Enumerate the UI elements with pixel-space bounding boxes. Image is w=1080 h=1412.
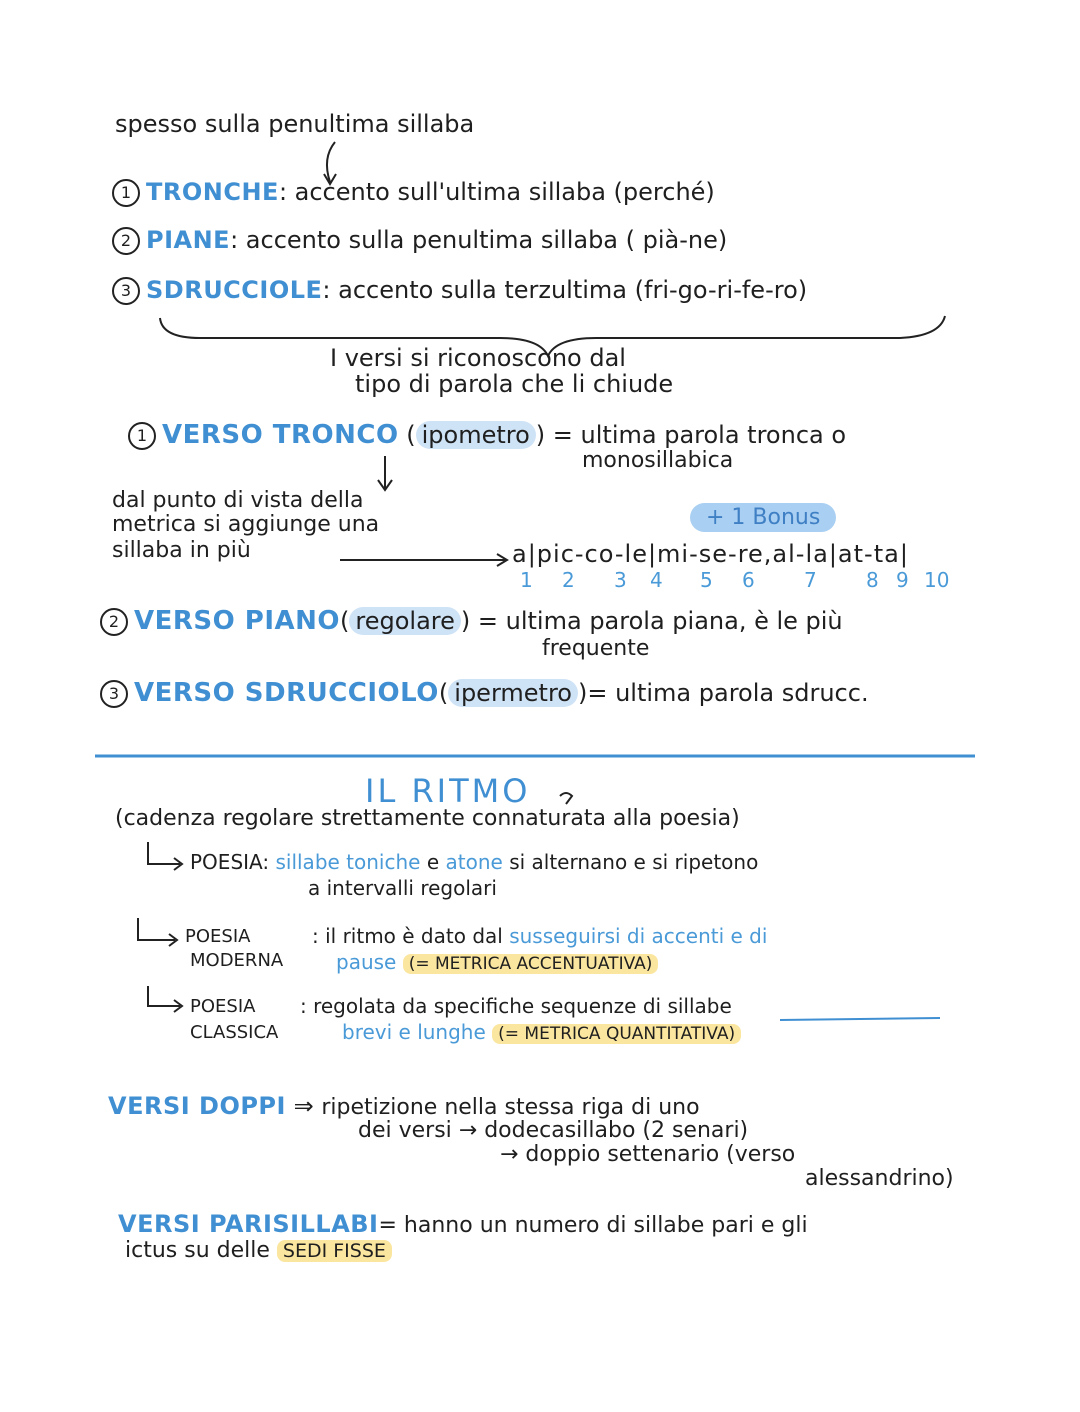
highlight-term: regolare bbox=[349, 607, 461, 635]
double-arrow: ⇒ bbox=[293, 1092, 314, 1120]
verso-piano bbox=[100, 606, 843, 636]
poesia-moderna-label1: POESIA bbox=[185, 926, 251, 947]
connector-text: e bbox=[426, 850, 440, 874]
sedi-fisse: SEDI FISSE bbox=[277, 1240, 392, 1262]
l-arrow-3 bbox=[148, 986, 180, 1006]
number-badge: 2 bbox=[112, 227, 140, 255]
tronco-note-line1: dal punto di vista della bbox=[112, 488, 364, 513]
verso-def: = ultima parola tronca o bbox=[552, 421, 847, 449]
number-badge: 2 bbox=[100, 608, 128, 636]
versi-doppi-text: ripetizione nella stessa riga di uno bbox=[321, 1095, 700, 1120]
tronco-note-line3: sillaba in più bbox=[112, 538, 251, 563]
type-text: : accento sulla terzultima (fri-go-ri-fe-ro) bbox=[322, 276, 808, 304]
type-text: : accento sull'ultima sillaba (perché) bbox=[278, 178, 715, 206]
verso-label: VERSO SDRUCCIOLO bbox=[134, 678, 439, 708]
type-sdrucciole bbox=[112, 276, 807, 305]
l-arrow-1 bbox=[148, 842, 180, 864]
paren: ) bbox=[535, 421, 546, 449]
poesia-text: si alternano e si ripetono bbox=[509, 850, 759, 874]
intro-line: spesso sulla penultima sillaba bbox=[115, 110, 475, 138]
paren: ) bbox=[460, 607, 471, 635]
tronco-note-line2: metrica si aggiunge una bbox=[112, 512, 380, 537]
ritmo-squiggle bbox=[560, 793, 572, 804]
type-label: SDRUCCIOLE bbox=[146, 276, 323, 304]
versi-parisillabi-text: = hanno un numero di sillabe pari e gli bbox=[378, 1213, 808, 1238]
versi-doppi-label: VERSI DOPPI bbox=[108, 1092, 286, 1120]
poesia-moderna-text: : il ritmo è dato dal susseguirsi di accenti e di bbox=[312, 924, 768, 948]
brace-note-line2: tipo di parola che li chiude bbox=[355, 370, 674, 398]
number-badge: 1 bbox=[128, 422, 156, 450]
poesia-moderna-label2: MODERNA bbox=[190, 950, 284, 971]
verso-tronco-def2: monosillabica bbox=[582, 448, 734, 473]
number-badge: 3 bbox=[112, 277, 140, 305]
verso-label: VERSO PIANO bbox=[134, 606, 340, 636]
poesia-classica-line2: brevi e lunghe (= METRICA QUANTITATIVA) bbox=[342, 1020, 741, 1044]
highlight-term: ipometro bbox=[416, 421, 536, 449]
blue-term: atone bbox=[445, 850, 503, 874]
type-label: PIANE bbox=[146, 226, 231, 254]
poesia-classica-text: : regolata da specifiche sequenze di sillabe bbox=[300, 994, 732, 1018]
verso-piano-def2: frequente bbox=[542, 636, 650, 661]
highlight-term: ipermetro bbox=[448, 679, 578, 707]
poesia-line2: a intervalli regolari bbox=[308, 876, 497, 900]
verso-def: = ultima parola piana, è le più bbox=[477, 607, 843, 635]
verso-sdrucciolo bbox=[100, 678, 869, 708]
type-tronche bbox=[112, 178, 715, 207]
tronco-example: a|pic-co-le|mi-se-re,al-la|at-ta| bbox=[512, 540, 909, 568]
type-label: TRONCHE bbox=[146, 178, 279, 206]
paren: ( bbox=[340, 607, 350, 635]
versi-doppi-line4: alessandrino) bbox=[805, 1166, 954, 1191]
poesia-label: POESIA: bbox=[190, 850, 270, 874]
metrica-accentuativa: (= METRICA ACCENTUATIVA) bbox=[403, 954, 659, 974]
verso-def: = ultima parola sdrucc. bbox=[587, 679, 869, 707]
ritmo-subtitle: (cadenza regolare strettamente connaturata alla poesia) bbox=[115, 806, 740, 831]
brace-note-line1: I versi si riconoscono dal bbox=[330, 344, 626, 372]
paren: ( bbox=[438, 679, 449, 707]
poesia-moderna-line2: pause (= METRICA ACCENTUATIVA) bbox=[336, 950, 658, 974]
verso-label: VERSO TRONCO bbox=[162, 420, 399, 450]
verso-tronco bbox=[128, 420, 846, 450]
number-badge: 1 bbox=[112, 179, 140, 207]
paren: ( bbox=[406, 421, 416, 449]
number-badge: 3 bbox=[100, 680, 128, 708]
type-piane bbox=[112, 226, 727, 255]
versi-doppi-line2: dei versi → dodecasillabo (2 senari) bbox=[358, 1118, 749, 1143]
versi-doppi bbox=[108, 1092, 700, 1120]
poesia-classica-label1: POESIA bbox=[190, 996, 256, 1017]
poesia-classica-label2: CLASSICA bbox=[190, 1022, 279, 1043]
bonus-badge: + 1 Bonus bbox=[690, 505, 836, 530]
blue-term: sillabe toniche bbox=[275, 850, 421, 874]
poesia-line bbox=[190, 850, 758, 874]
paren: ) bbox=[577, 679, 588, 707]
versi-parisillabi-line2: ictus su delle SEDI FISSE bbox=[125, 1238, 392, 1263]
ritmo-title: IL RITMO bbox=[365, 772, 531, 810]
versi-doppi-line3: → doppio settenario (verso bbox=[500, 1142, 796, 1167]
type-text: : accento sulla penultima sillaba ( pià-ne) bbox=[230, 226, 728, 254]
versi-parisillabi-label: VERSI PARISILLABI bbox=[118, 1210, 379, 1238]
metrica-quantitativa: (= METRICA QUANTITATIVA) bbox=[492, 1024, 741, 1044]
l-arrow-2 bbox=[138, 918, 175, 940]
versi-parisillabi bbox=[118, 1210, 808, 1238]
